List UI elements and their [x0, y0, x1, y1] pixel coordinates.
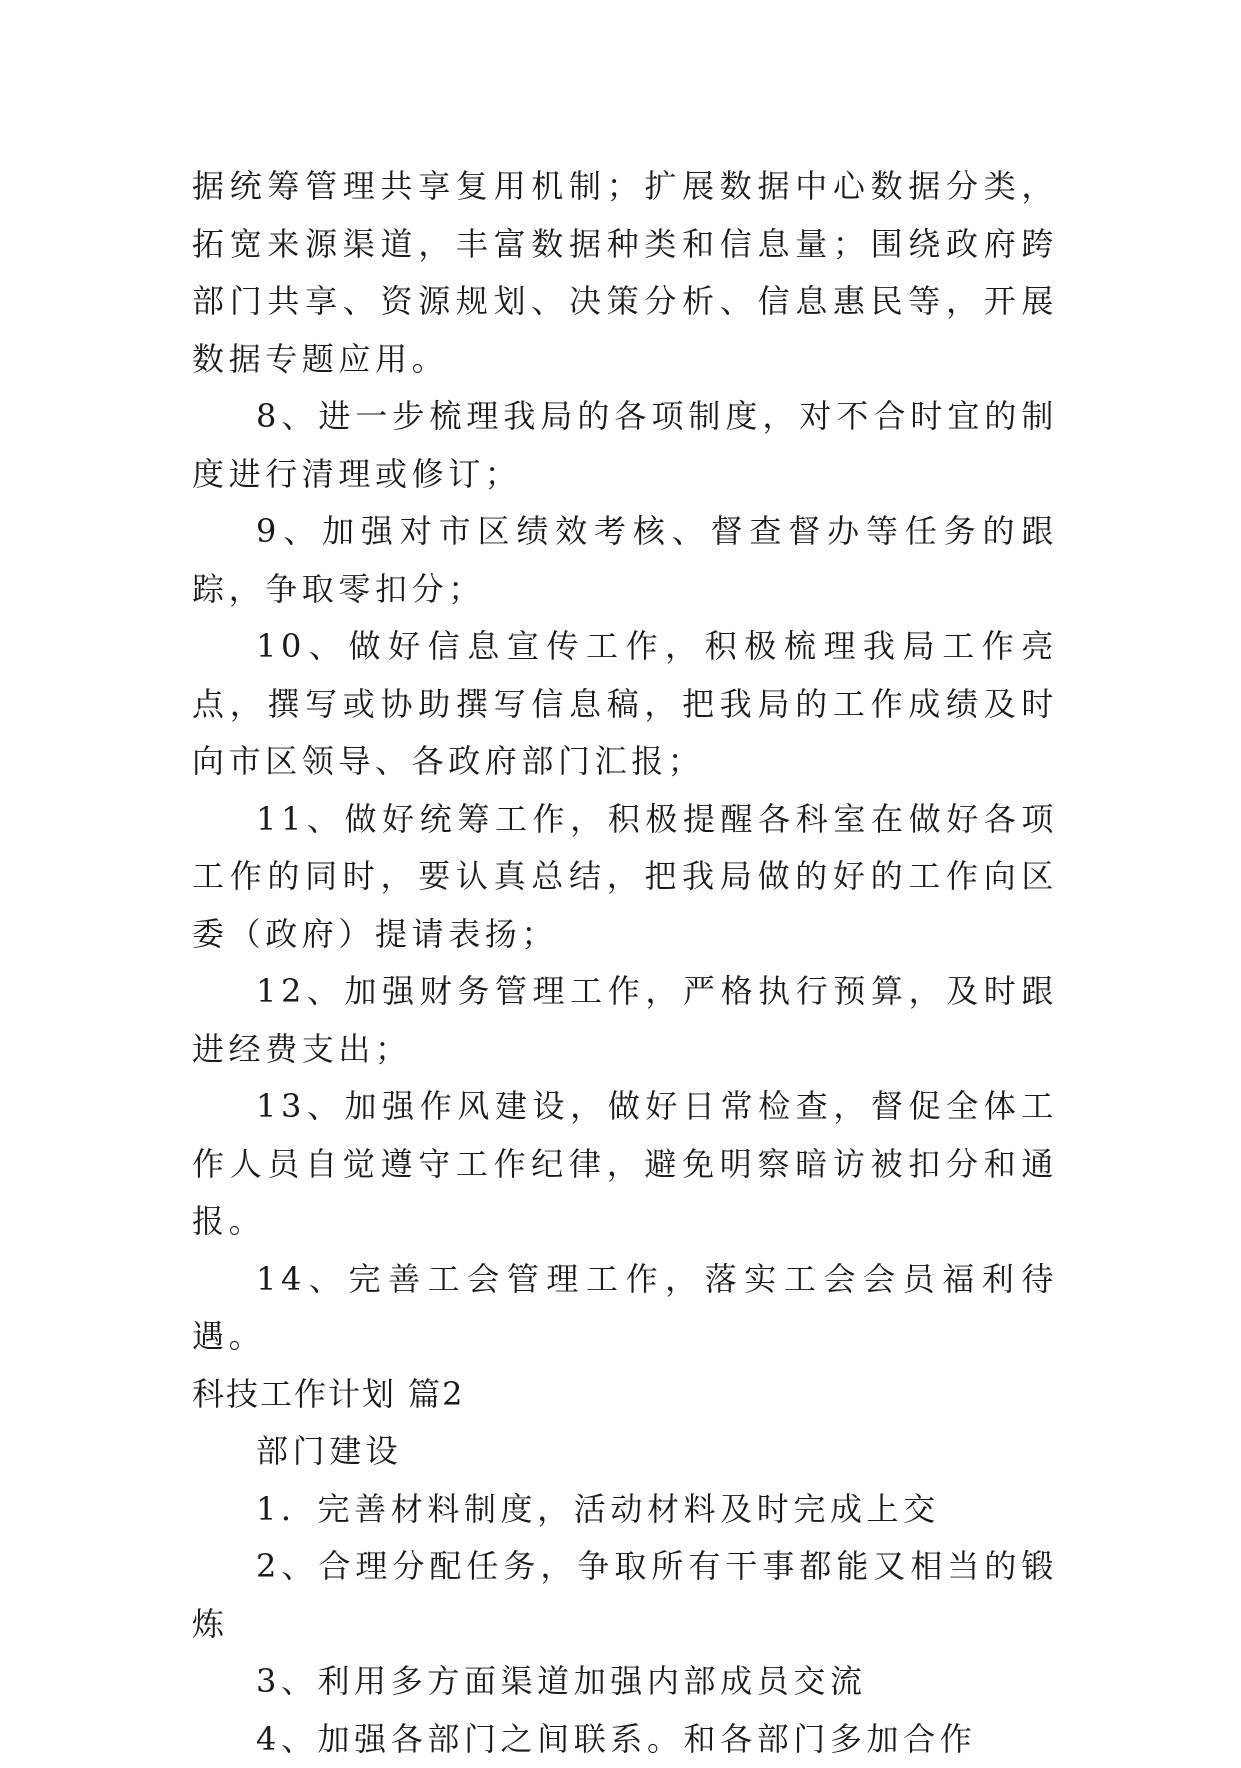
- paragraph-item-9: 9、加强对市区绩效考核、督查督办等任务的跟踪，争取零扣分；: [192, 503, 1058, 618]
- list-item: 2、合理分配任务，争取所有干事都能又相当的锻炼: [192, 1538, 1058, 1653]
- paragraph-continued: 据统筹管理共享复用机制；扩展数据中心数据分类，拓宽来源渠道，丰富数据种类和信息量；围绕政府跨部门共享、资源规划、决策分析、信息惠民等，开展数据专题应用。: [192, 158, 1058, 388]
- paragraph-item-11: 11、做好统筹工作，积极提醒各科室在做好各项工作的同时，要认真总结，把我局做的好的工作向区委（政府）提请表扬；: [192, 791, 1058, 964]
- sub-heading: 部门建设: [192, 1423, 1058, 1481]
- paragraph-item-8: 8、进一步梳理我局的各项制度，对不合时宜的制度进行清理或修订；: [192, 388, 1058, 503]
- paragraph-item-14: 14、完善工会管理工作，落实工会会员福利待遇。: [192, 1251, 1058, 1366]
- list-item: 4、加强各部门之间联系。和各部门多加合作: [192, 1711, 1058, 1768]
- paragraph-item-12: 12、加强财务管理工作，严格执行预算，及时跟进经费支出；: [192, 963, 1058, 1078]
- paragraph-item-13: 13、加强作风建设，做好日常检查，督促全体工作人员自觉遵守工作纪律，避免明察暗访被扣分和通报。: [192, 1078, 1058, 1251]
- document-body: [192, 158, 1058, 1768]
- paragraph-item-10: 10、做好信息宣传工作，积极梳理我局工作亮点，撰写或协助撰写信息稿，把我局的工作成绩及时向市区领导、各政府部门汇报；: [192, 618, 1058, 791]
- list-item: 3、利用多方面渠道加强内部成员交流: [192, 1653, 1058, 1711]
- section-heading: 科技工作计划 篇2: [192, 1366, 1058, 1424]
- list-item: 1．完善材料制度，活动材料及时完成上交: [192, 1481, 1058, 1539]
